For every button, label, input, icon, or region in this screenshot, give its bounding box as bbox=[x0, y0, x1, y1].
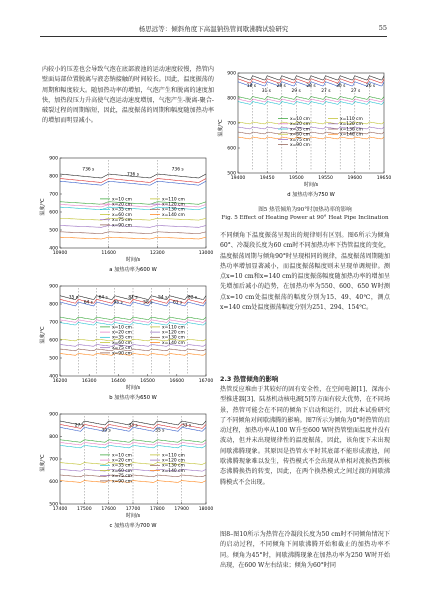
fig5-caption-en: Fig. 5 Effect of Heating Power at 90° Heat Pipe Inclination bbox=[221, 215, 389, 221]
series-line bbox=[60, 179, 206, 183]
ylabel-a: 温度/℃ bbox=[40, 198, 46, 216]
chart-d bbox=[216, 70, 392, 200]
period-annotation: 61 s bbox=[173, 300, 183, 306]
y-tick-label: 700 bbox=[49, 457, 58, 463]
caption-a: a 加热功率为600 W bbox=[109, 267, 157, 273]
x-tick-label: 16200 bbox=[52, 379, 68, 384]
xlabel-d: 时间/s bbox=[303, 182, 319, 188]
legend-label: x=90 cm bbox=[112, 223, 132, 229]
x-tick-label: 11600 bbox=[101, 251, 116, 256]
legend-label: x=60 cm bbox=[112, 340, 132, 346]
x-tick-label: 19450 bbox=[259, 176, 275, 181]
y-tick-label: 500 bbox=[49, 502, 58, 508]
x-tick-label: 19600 bbox=[347, 176, 363, 181]
legend-label: x=140 cm bbox=[162, 212, 185, 218]
legend-label: x=60 cm bbox=[112, 468, 132, 474]
series-line bbox=[60, 226, 206, 228]
y-tick-label: 700 bbox=[49, 320, 58, 326]
series-line bbox=[60, 181, 206, 185]
legend-label: x=130 cm bbox=[162, 463, 185, 469]
chart-c bbox=[38, 411, 214, 531]
period-annotation: 95 s bbox=[113, 300, 123, 306]
legend-label: x=110 cm bbox=[340, 117, 363, 122]
series-line bbox=[60, 237, 206, 239]
y-tick-label: 800 bbox=[49, 174, 58, 180]
annotations-d bbox=[247, 83, 376, 94]
axes-d bbox=[227, 71, 391, 181]
legend-label: x=20 cm bbox=[112, 458, 132, 464]
legend-label: x=10 cm bbox=[112, 197, 132, 203]
x-tick-label: 16400 bbox=[111, 379, 126, 384]
annotations-b bbox=[69, 295, 198, 306]
legend-label: x=120 cm bbox=[162, 202, 185, 208]
legend-label: x=120 cm bbox=[162, 330, 185, 336]
section-heading: 2.3 热管倾角的影响 bbox=[220, 375, 279, 383]
caption-b: b 加热功率为650 W bbox=[109, 395, 157, 401]
legend-label: x=130 cm bbox=[162, 335, 185, 341]
x-tick-label: 17900 bbox=[174, 507, 189, 512]
period-annotation: 33 s bbox=[181, 423, 192, 429]
x-tick-label: 16700 bbox=[198, 379, 214, 384]
fig5-caption-cn: 图5 热管倾角为90°时加热功率的影响 bbox=[258, 207, 352, 213]
legend-label: x=75 cm bbox=[112, 218, 132, 224]
legend-label: x=35 cm bbox=[112, 335, 132, 341]
legend-label: x=10 cm bbox=[112, 453, 132, 459]
period-annotation: 64 s bbox=[98, 295, 108, 301]
y-tick-label: 700 bbox=[227, 121, 236, 127]
axes-a bbox=[49, 156, 213, 256]
period-annotation: 33 s bbox=[128, 423, 138, 429]
legend-label: x=120 cm bbox=[340, 122, 363, 128]
legend-label: x=90 cm bbox=[112, 351, 132, 357]
period-annotation: 27 s bbox=[321, 89, 331, 94]
period-annotation: 31 s bbox=[261, 89, 271, 94]
legend-label: x=10 cm bbox=[112, 325, 132, 331]
ylabel-b: 温度/℃ bbox=[40, 326, 46, 344]
y-tick-label: 600 bbox=[49, 210, 58, 216]
legend-label: x=60 cm bbox=[290, 132, 310, 138]
y-tick-label: 800 bbox=[227, 96, 236, 102]
legend-label: x=140 cm bbox=[340, 132, 363, 138]
y-tick-label: 400 bbox=[49, 374, 58, 380]
legend-d bbox=[278, 116, 363, 148]
y-tick-label: 500 bbox=[227, 171, 236, 177]
y-tick-label: 900 bbox=[227, 71, 236, 77]
caption-c: c 加热功率为700 W bbox=[109, 523, 157, 529]
legend-label: x=75 cm bbox=[290, 137, 310, 143]
legend-label: x=35 cm bbox=[112, 207, 132, 213]
legend-label: x=10 cm bbox=[290, 117, 310, 122]
period-annotation: 27 s bbox=[74, 423, 85, 429]
y-tick-label: 600 bbox=[49, 338, 58, 344]
page-number: 55 bbox=[378, 24, 387, 32]
xlabel-a: 时间/s bbox=[125, 257, 141, 263]
period-annotation: 736 s bbox=[82, 167, 95, 173]
period-annotation: 28 s bbox=[306, 84, 316, 89]
x-tick-label: 17800 bbox=[150, 507, 165, 512]
period-annotation: 58 s bbox=[143, 300, 153, 306]
caption-d: d 加热功率为750 W bbox=[287, 192, 335, 198]
paragraph-inclination-intro: 热管反应堆由于其较好的固有安全性，在空间电源[1]、深海小型推进器[3]、陆基机动核电源[5]等方面有较大优势，在不同场景，热管可能会在不同的倾角下启动和运行，因此本试验研究了不同倾角对间歇沸腾的影响。图7所示为倾角为0°时热管的启动过程，加热功率从100 W升至600 W时热管壁面温度并没有波动，但并未出现规律性的温度振荡，因此，该角度下未出现间歇沸腾现象。其原因是热管水平时其底部不能形成液池，间歇沸腾现象难以发生，传热模式不会出现从单相对流换热到核态沸腾换热的转变，因此，在两个换热模式之间过渡的间歇沸腾模式不会出现。 bbox=[220, 386, 390, 486]
x-tick-label: 13000 bbox=[198, 251, 214, 256]
paragraph-fig8-10: 图8–图10所示为热管在冷凝段长度为50 cm时不同倾角情况下的启动过程，不同倾角下间歇沸腾开始和截止的加热功率不同。倾角为45°时，间歇沸腾现象在加热功率为250 W时开始出现，在600 W左右结束；倾角为60°时同 bbox=[220, 531, 390, 569]
x-tick-label: 17400 bbox=[52, 507, 68, 512]
period-annotation: 30 s bbox=[336, 84, 346, 89]
period-annotation: 29 s bbox=[291, 89, 301, 94]
period-annotation: 35 s bbox=[155, 428, 165, 434]
series-line bbox=[60, 232, 206, 234]
legend-label: x=130 cm bbox=[340, 127, 363, 133]
legend-label: x=20 cm bbox=[290, 122, 310, 128]
paragraph-inclination-60: 不同倾角下温度振荡呈现出的规律则有区别。图6所示为倾角60°、冷凝段长度为60 cm时不同加热功率下热管温度的变化，温度振荡周期与倾角90°时呈现相同的规律，温度振荡周期随加热功率增加显著减小，而温度振荡幅度则未呈现单调规律。测点x=10 cm和x=140 cm的温度振荡幅度随加热功率的增加呈先增加后减小的趋势，在加热功率为550、600、650 W时测点x=10 cm处温度振荡的幅度分别为15、49、40℃，测点x=140 cm处温度振荡幅度分别为251、294、154℃。 bbox=[220, 232, 390, 312]
series-line bbox=[60, 218, 206, 220]
period-annotation: 81 s bbox=[128, 295, 138, 301]
y-tick-label: 900 bbox=[49, 412, 58, 418]
chart-a bbox=[38, 155, 214, 275]
legend-label: x=140 cm bbox=[162, 468, 185, 474]
running-title: 杨思远等：倾斜角度下高温钠热管间歇沸腾试验研究 bbox=[138, 25, 289, 33]
x-tick-label: 16300 bbox=[81, 379, 97, 384]
y-tick-label: 700 bbox=[49, 192, 58, 198]
y-tick-label: 600 bbox=[49, 480, 58, 486]
left-paragraph: 内较小的压差也会导致气泡在底部液池的运动速度较慢，热管内壁面局部位置脱离与液态钠接触的时间较长。因此，温度振荡的周期和幅度较大。随加热功率的增加，气泡产生和脱离的速度加快，加热段压力升高使气泡运动速度增加，气泡产生-脱离-聚合-破裂过程的周期缩短，因此，温度振荡的周期和幅度随加热功率的增加而明显减小。 bbox=[42, 66, 214, 125]
legend-label: x=140 cm bbox=[162, 340, 185, 346]
x-tick-label: 18000 bbox=[198, 507, 214, 512]
page-header bbox=[40, 22, 387, 36]
legend-label: x=90 cm bbox=[290, 143, 310, 148]
x-tick-label: 19400 bbox=[230, 176, 246, 181]
y-tick-label: 500 bbox=[49, 228, 58, 234]
legend-label: x=130 cm bbox=[162, 207, 185, 213]
period-annotation: 30 s bbox=[101, 428, 111, 434]
x-tick-label: 19550 bbox=[318, 176, 333, 181]
x-tick-label: 10900 bbox=[52, 251, 68, 256]
period-annotation: 27 s bbox=[351, 89, 361, 94]
y-tick-label: 600 bbox=[227, 146, 236, 152]
legend-label: x=90 cm bbox=[112, 479, 132, 485]
legend-label: x=75 cm bbox=[112, 474, 132, 480]
legend-label: x=110 cm bbox=[162, 325, 185, 331]
y-tick-label: 400 bbox=[49, 246, 58, 252]
y-tick-label: 800 bbox=[49, 302, 58, 308]
legend-label: x=75 cm bbox=[112, 346, 132, 352]
x-tick-label: 16500 bbox=[140, 379, 155, 384]
x-tick-label: 12300 bbox=[150, 251, 165, 256]
legend-a bbox=[100, 196, 185, 228]
x-tick-label: 16600 bbox=[169, 379, 185, 384]
x-tick-label: 19650 bbox=[376, 176, 392, 181]
period-annotation: 64 s bbox=[83, 300, 93, 306]
legend-label: x=60 cm bbox=[112, 212, 132, 218]
legend-c bbox=[100, 452, 185, 484]
legend-label: x=110 cm bbox=[162, 453, 185, 459]
legend-label: x=110 cm bbox=[162, 197, 185, 203]
period-annotation: 18 s bbox=[246, 84, 257, 89]
axes-b bbox=[49, 284, 213, 384]
period-annotation: 35 s bbox=[68, 295, 79, 301]
period-annotation: 54 s bbox=[158, 295, 168, 301]
legend-label: x=35 cm bbox=[112, 463, 132, 469]
x-tick-label: 19500 bbox=[289, 176, 304, 181]
period-annotation: 26 s bbox=[365, 84, 376, 89]
period-annotation: 28 s bbox=[276, 84, 286, 89]
period-annotation: 82 s bbox=[187, 295, 198, 301]
xlabel-b: 时间/s bbox=[125, 385, 141, 391]
xlabel-c: 时间/s bbox=[125, 513, 141, 519]
period-annotation: 736 s bbox=[171, 167, 184, 173]
axes-c bbox=[49, 412, 213, 512]
legend-label: x=35 cm bbox=[290, 127, 310, 133]
y-tick-label: 800 bbox=[49, 435, 58, 441]
ylabel-d: 温度/℃ bbox=[218, 119, 224, 137]
x-tick-label: 17600 bbox=[101, 507, 116, 512]
legend-label: x=20 cm bbox=[112, 202, 132, 208]
legend-label: x=20 cm bbox=[112, 330, 132, 336]
period-annotation: 736 s bbox=[126, 172, 140, 178]
ylabel-c: 温度/℃ bbox=[40, 454, 46, 472]
x-tick-label: 17500 bbox=[77, 507, 92, 512]
x-tick-label: 17700 bbox=[125, 507, 141, 512]
chart-b bbox=[38, 283, 214, 403]
y-tick-label: 900 bbox=[49, 284, 58, 290]
y-tick-label: 500 bbox=[49, 356, 58, 362]
header-rule bbox=[40, 36, 387, 37]
legend-label: x=120 cm bbox=[162, 458, 185, 464]
y-tick-label: 900 bbox=[49, 156, 58, 162]
annotations-a bbox=[82, 167, 184, 178]
